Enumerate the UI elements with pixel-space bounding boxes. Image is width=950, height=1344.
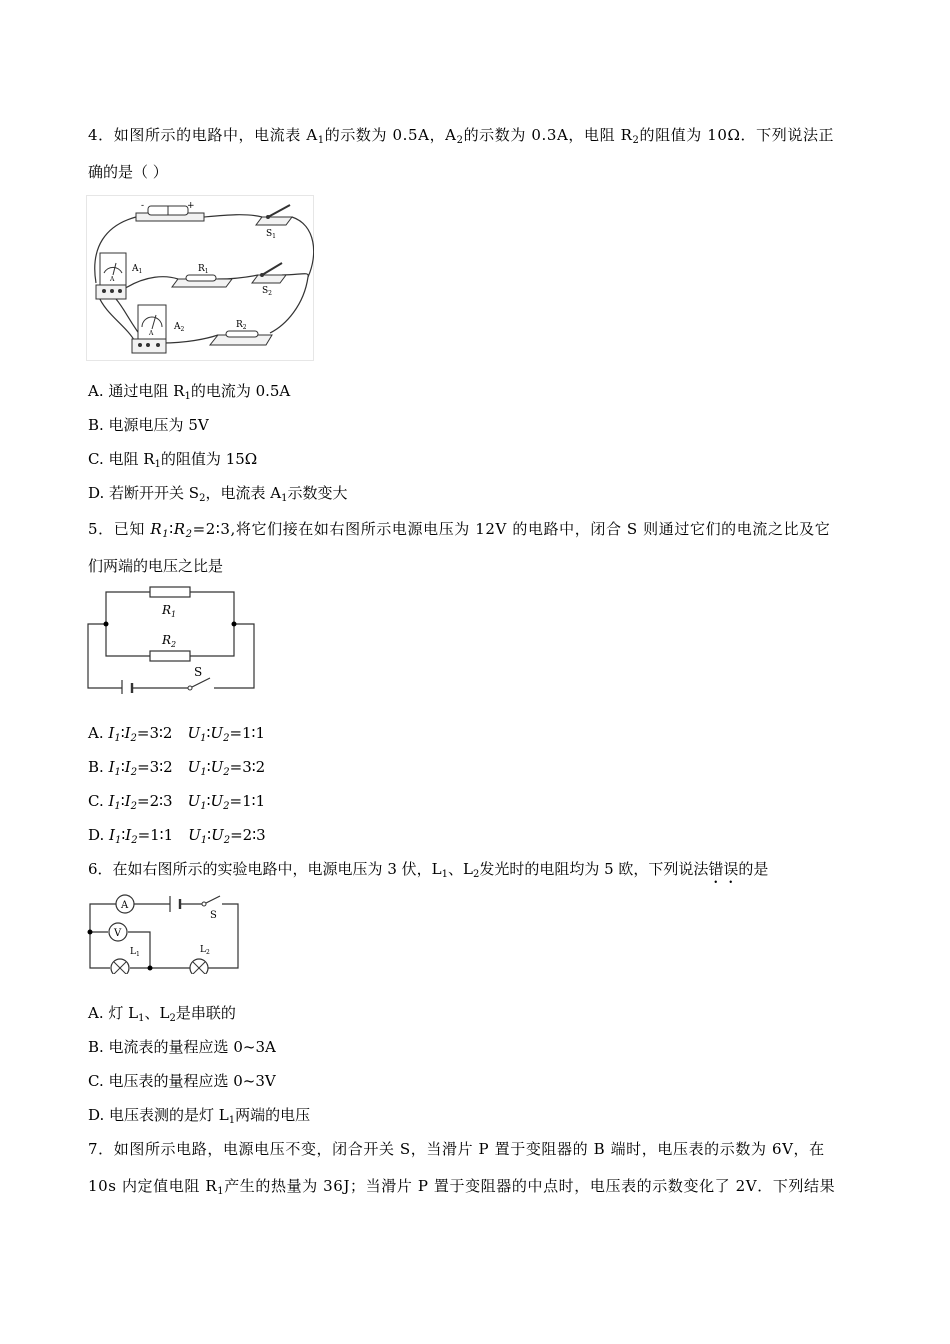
- q4-option-d[interactable]: D. 若断开开关 $S_2$，电流表 $A_1$示数变大: [88, 484, 348, 504]
- lamp-l1: [111, 947, 140, 974]
- q6-option-b[interactable]: B. 电流表的量程应选 0~3A: [88, 1038, 276, 1056]
- wire: [270, 277, 308, 333]
- svg-text:S2: $S_2$: [262, 286, 272, 297]
- wire: [124, 277, 178, 289]
- junction-dot: [232, 622, 237, 627]
- battery: [170, 896, 180, 912]
- wire: [98, 295, 136, 343]
- svg-text:A: A: [121, 900, 129, 911]
- q4-option-c[interactable]: C. 电阻 $R_1$的阻值为 15Ω: [88, 450, 258, 470]
- q5-stem: 5．已知 $R_1∶R_2=2∶3$,将它们接在如右图所示电源电压为 12V 的电路中，闭合 S 则通过它们的电流之比及它: [88, 520, 831, 540]
- junction-dot: [104, 622, 109, 627]
- switch-blade: [190, 678, 210, 688]
- q6-stem: 6．在如右图所示的实验电路中，电源电压为 3 伏，$L_1$、$L_2$发光时的电阻均为 5 欧，下列说法错误的是: [88, 860, 769, 880]
- q6-option-c[interactable]: C. 电压表的量程应选 0~3V: [88, 1072, 276, 1090]
- ammeter-a1: [96, 253, 142, 299]
- svg-text:L2: $L_2$: [200, 945, 210, 956]
- q7-stem-line2: 10s 内定值电阻 $R_1$产生的热量为 36J；当滑片 P 置于变阻器的中点时，电压表的示数变化了 2V．下列结果: [88, 1177, 836, 1197]
- resistor-r1: [150, 587, 190, 597]
- resistor-r1: [172, 264, 232, 287]
- wire: [204, 215, 262, 217]
- svg-text:A2: $A_2$: [174, 322, 185, 333]
- svg-text:S1: $S_1$: [266, 229, 276, 240]
- switch-s1: [256, 205, 292, 240]
- q4-stem: 4．如图所示的电路中，电流表 $A_1$的示数为 0.5A，$A_2$的示数为 0.3A，电阻 $R_2$的阻值为 10Ω．下列说法正: [88, 126, 835, 146]
- svg-text:R1: $R_1$: [198, 264, 209, 275]
- svg-text:L1: $L_1$: [130, 947, 140, 958]
- svg-text:A: A: [149, 330, 154, 337]
- resistor-r2: [210, 320, 272, 345]
- voltmeter: [109, 923, 127, 941]
- svg-text:A1: $A_1$: [132, 264, 143, 275]
- battery: [122, 680, 132, 694]
- label-s: S: [194, 665, 203, 679]
- svg-text:V: V: [114, 928, 122, 939]
- ammeter-a2: [132, 305, 185, 353]
- wire: [292, 217, 314, 277]
- svg-text:-: -: [141, 201, 145, 211]
- q4-option-a[interactable]: A. 通过电阻 $R_1$的电流为 0.5A: [88, 382, 291, 402]
- resistor-r2: [150, 651, 190, 661]
- q6-option-d[interactable]: D. 电压表测的是灯 $L_1$两端的电压: [88, 1106, 311, 1126]
- svg-text:R2: $R_2$: [236, 320, 247, 331]
- switch-contact: [188, 686, 192, 690]
- q5-stem-line2: 们两端的电压之比是: [88, 557, 224, 575]
- svg-text:A: A: [110, 276, 115, 283]
- q5-option-b[interactable]: B. $I_1∶I_2=3∶2$ $U_1∶U_2=3∶2$: [88, 758, 266, 778]
- q4-stem-line2: 确的是（ ）: [88, 163, 168, 181]
- label-r2: $R_2$: [162, 633, 177, 649]
- switch-blade: [204, 896, 220, 904]
- wire: [90, 932, 110, 968]
- label-r1: $R_1$: [162, 603, 177, 619]
- q4-circuit-figure: [86, 195, 314, 361]
- svg-text:+: +: [187, 201, 195, 211]
- q5-option-d[interactable]: D. $I_1∶I_2=1∶1$ $U_1∶U_2=2∶3$: [88, 826, 266, 846]
- junction-dot: [88, 930, 93, 935]
- junction-dot: [148, 966, 153, 971]
- q5-option-c[interactable]: C. $I_1∶I_2=2∶3$ $U_1∶U_2=1∶1$: [88, 792, 266, 812]
- emphasized-word: 错误: [708, 860, 739, 878]
- q7-stem: 7．如图所示电路，电源电压不变，闭合开关 S，当滑片 P 置于变阻器的 B 端时，电压表的示数为 6V，在: [88, 1140, 825, 1158]
- wire: [218, 275, 258, 279]
- q6-option-a[interactable]: A. 灯 $L_1$、$L_2$是串联的: [88, 1004, 236, 1024]
- switch-s2: [252, 263, 286, 297]
- switch-contact: [202, 902, 206, 906]
- label-s: S: [210, 910, 217, 921]
- q5-option-a[interactable]: A. $I_1∶I_2=3∶2$ $U_1∶U_2=1∶1$: [88, 724, 265, 744]
- battery: [136, 201, 204, 221]
- ammeter: [116, 895, 134, 913]
- q5-circuit-figure: [86, 584, 258, 694]
- q4-option-b[interactable]: B. 电源电压为 5V: [88, 416, 209, 434]
- q6-circuit-figure: [86, 890, 242, 974]
- wire: [162, 335, 218, 343]
- lamp-l2: [190, 945, 210, 974]
